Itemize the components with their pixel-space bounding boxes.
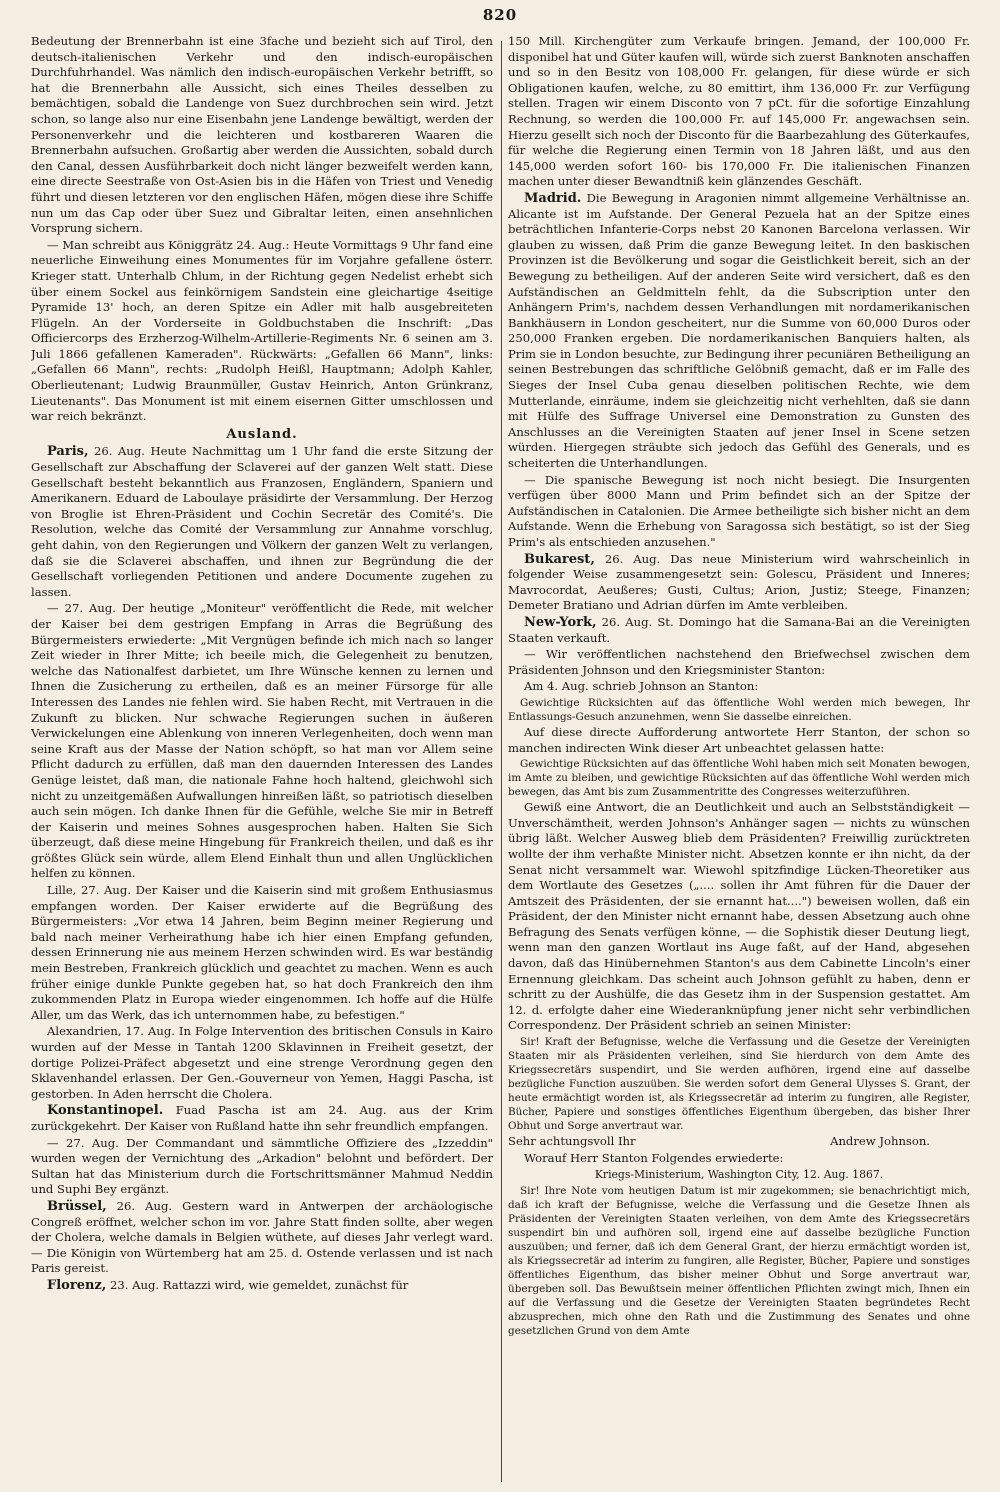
article-florenz-continued: 150 Mill. Kirchengüter zum Verkaufe bringen. Jemand, der 100,000 Fr. disponibel hat und Güter kaufen will, würde sich zuerst Banknoten anschaffen und so in den Besitz von 108,000 Fr. gelangen, für diese würde er sich Obligationen kaufen, welche, zu 80 emittirt, ihm 136,000 Fr. zur Verfügung stellen. Tragen wir einem Disconto von 7 pCt. für die sofortige Einzahlung Rechnung, so werden die 100,000 Fr. auf 145,000 Fr. angewachsen sein. Hierzu gesellt sich noch der Disconto für die Baarbezahlung des Güterkaufes, für welche die Regierung einen Termin von 18 Jahren läßt, und aus den 145,000 werden sofort 160- bis 170,000 Fr. Die italienischen Finanzen machen unter dieser Bewandtniß kein glänzendes Geschäft. [508,34,970,189]
letter-quote-stanton-reply: Sir! Ihre Note vom heutigen Datum ist mir zugekommen; sie benachrichtigt mich, daß ich kraft der Befugnisse, welche die Verfassung und die Gesetze Ihnen als Präsidenten der Vereinigten Staaten verleihen, von dem Amte des Kriegssecretärs suspendirt bin und aufhören soll, irgend eine auf dasselbe bezügliche Function auszuüben; und ferner, daß ich dem General Grant, der hierzu ermächtigt worden ist, als Kriegssecretär ad interim zu fungiren, alle Register, Bücher, Papiere und sonstiges öffentliches Eigenthum, das bisher meiner Obhut und Sorge anvertraut war, übergeben soll. Das Bewußtsein meiner öffentlichen Pflichten zwingt mich, Ihnen ein auf die Verfassung und die Gesetze der Vereinigten Staaten begründetes Recht abzusprechen, mich ohne den Rath und die Zustimmung des Senates und ohne gesetzlichen Grund von dem Amte [508,1184,970,1337]
article-konstantinopel [31,1103,493,1134]
letter-quote-suspension: Sir! Kraft der Befugnisse, welche die Verfassung und die Gesetze der Vereinigten Staaten mir als Präsidenten verleihen, sind Sie hierdurch von dem Amte des Kriegssecretärs suspendirt, und Sie werden aufhören, irgend eine auf dasselbe bezügliche Function auszuüben. Sie werden sofort dem General Ulysses S. Grant, der heute ermächtigt worden ist, als Kriegssecretär ad interim zu fungiren, alle Register, Bücher, Papiere und sonstiges öffentliches Eigenthum übergeben, das bisher Ihrer Obhut und Sorge anvertraut war. [508,1036,970,1133]
article-konstantinopel-izzeddin: — 27. Aug. Der Commandant und sämmtliche Offiziere des „Izzeddin" wurden wegen der Vernichtung des „Arkadion" belohnt und befördert. Der Sultan hat das Ministerium durch die Fortschrittsmänner Mahmud Neddin und Suphi Bey ergänzt. [31,1135,493,1197]
left-column [31,34,493,1486]
article-lille: Lille, 27. Aug. Der Kaiser und die Kaiserin sind mit großem Enthusiasmus empfangen worden. Der Kaiser erwiderte auf die Begrüßung des Bürgermeisters: „Vor etwa 14 Jahren, beim Beginn meiner Regierung und bald nach meiner Verheirathung habe ich hier einen Empfang gefunden, dessen Erinnerung nie aus meinem Herzen schwinden wird. Es war beständig mein Bestreben, Frankreich glücklich und geachtet zu machen. Wenn es auch früher einige dunkle Punkte gegeben hat, so hat doch Frankreich den ihm zukommenden Platz in Europa wieder eingenommen. Ich hoffe auf die Hülfe Aller, um das Werk, das ich unternommen habe, zu befestigen." [31,883,493,1022]
article-text: 26. Aug. Heute Nachmittag um 1 Uhr fand die erste Sitzung der Gesellschaft zur Abschaffung der Sclaverei auf der ganzen Welt statt. Diese Gesellschaft besteht bekanntlich aus Franzosen, Engländern, Spaniern und Amerikanern. Eduard de Laboulaye präsidirte der Versammlung. Der Herzog von Broglie ist Ehren-Präsident und Cochin Secretär des Comité's. Die Resolution, welche das Comité der Versammlung zur Annahme vorschlug, geht dahin, von den Regierungen und Völkern der ganzen Welt zu verlangen, daß sie die Sclaverei abschaffen, und ihnen zur Begründung die der Gesellschaft vorliegenden Petitionen und andere Documente zugehen zu lassen. [31,444,493,599]
letter-dateline: Kriegs-Ministerium, Washington City, 12. Aug. 1867. [594,1168,884,1182]
section-heading-ausland: Ausland. [226,426,298,442]
dateline-place: Konstantinopel. [47,1103,164,1119]
article-bukarest [508,552,970,614]
article-correspondence-line: Am 4. Aug. schrieb Johnson an Stanton: [524,679,759,694]
article-new-york [508,615,970,646]
article-text: 26. Aug. Das neue Ministerium wird wahrscheinlich in folgender Weise zusammengesetzt sein: Golescu, Präsident und Inneres; Mavrocordat, Aeußeres; Gusti, Cultus; Arion, Justiz; Steege, Finanzen; Demeter Bratiano und Adrian dürfen im Amte verbleiben. [508,551,970,613]
dateline-place: Brüssel, [47,1198,107,1214]
dateline-place: Florenz, [47,1277,107,1293]
dateline-place: Bukarest, [524,551,595,567]
article-madrid-insurgents: — Die spanische Bewegung ist noch nicht besiegt. Die Insurgenten verfügen über 8000 Mann und Prim befindet sich an der Spitze der Aufständischen in Catalonien. Die Armee betheiligte sich bisher nicht an dem Aufstande. Wenn die Erhebung von Saragossa sich bestätigt, so ist der Sieg Prim's als entschieden anzusehen." [508,472,970,549]
signature-closing: Sehr achtungsvoll Ihr [508,1134,636,1149]
article-brennerbahn: Bedeutung der Brennerbahn ist eine 3fache und bezieht sich auf Tirol, den deutsch-italienischen Verkehr und den indisch-europäischen Durchfuhrhandel. Was nämlich den indisch-europäischen Verkehr betrifft, so hat die Brennerbahn alle Aussicht, sich eines Theiles desselben zu bemächtigen, sobald die Landenge von Suez durchbrochen sein wird. Jetzt schon, so lange also nur eine Eisenbahn jene Landenge bewältigt, werden der Personenverkehr und die leichteren und kostbareren Waaren die Brennerbahn aufsuchen. Großartig aber werden die Aussichten, sobald durch den Canal, dessen Ausführbarkeit doch nicht länger bezweifelt werden kann, eine directe Seestraße von Ost-Asien bis in die Häfen von Triest und Venedig führt und diesen letzteren vor den englischen Häfen, mögen diese ihre Schiffe nun um das Cap oder über Suez und Gibraltar leiten, einen ansehnlichen Vorsprung sichern. [31,34,493,236]
article-text: 26. Aug. Gestern ward in Antwerpen der archäologische Congreß eröffnet, welcher schon im vor. Jahre Statt finden sollte, aber wegen der Cholera, welche damals in Belgien wüthete, auf dieses Jahr verlegt ward. — Die Königin von Würtemberg hat am 25. d. Ostende verlassen und ist nach Paris gereist. [31,1198,493,1276]
letter-quote-johnson: Gewichtige Rücksichten auf das öffentliche Wohl werden mich bewegen, Ihr Entlassungs-Gesuch anzunehmen, wenn Sie dasselbe einreichen. [508,696,970,723]
dateline-place: New-York, [524,614,597,630]
letter-signature [508,1134,970,1150]
article-correspondence-commentary: Gewiß eine Antwort, die an Deutlichkeit und auch an Selbstständigkeit — Unverschämtheit, werden Johnson's Anhänger sagen — nichts zu wünschen übrig läßt. Welcher Ausweg blieb dem Präsidenten? Freiwillig zurücktreten wollte der ihm verhaßte Minister nicht. Absetzen konnte er ihn nicht, da der Senat nicht versammelt war. Wiewohl spitzfindige Lücken-Theoretiker aus dem Wortlaute des Gesetzes („.... sollen ihr Amt führen für die Dauer der Amtszeit des Präsidenten, der sie ernannt hat....") beweisen wollen, daß ein Präsident, der den Minister nicht ernannt habe, dessen Absetzung auch ohne Befragung des Senats verfügen könne, — die Sophistik dieser Deutung liegt, wenn man den ganzen Wortlaut ins Auge faßt, auf der Hand, abgesehen davon, daß das Hinübernehmen Stanton's aus dem Cabinette Lincoln's einer Ernennung gleichkam. Das scheint auch Johnson gefühlt zu haben, denn er schritt zu der Aushülfe, die das Gesetz ihm in der Suspension gestattet. Am 12. d. erfolgte daher eine Wiederanknüpfung jener nicht sehr verbindlichen Correspondenz. Der Präsident schrieb an seinen Minister: [508,800,970,1033]
article-text: 23. Aug. Rattazzi wird, wie gemeldet, zunächst für [106,1277,409,1292]
column-divider [501,41,502,1482]
article-text: 26. Aug. St. Domingo hat die Samana-Bai an die Vereinigten Staaten verkauft. [508,614,970,645]
letter-quote-stanton: Gewichtige Rücksichten auf das öffentliche Wohl haben mich seit Monaten bewogen, im Amte zu bleiben, und gewichtige Rücksichten auf das öffentliche Wohl werden mich bewegen, das Amt bis zum Zusammentritte des Congresses weiterzuführen. [508,758,970,799]
signature-name: Andrew Johnson. [830,1134,930,1149]
article-koeniggraetz: — Man schreibt aus Königgrätz 24. Aug.: Heute Vormittags 9 Uhr fand eine neuerliche Einweihung eines Monumentes für im Vorjahre gefallene österr. Krieger statt. Unterhalb Chlum, in der Richtung gegen Nedelist erhebt sich über einem Sockel aus feinkörnigem Sandstein eine gleichartige 4seitige Pyramide 13' hoch, an deren Spitze ein Adler mit halb ausgebreiteten Flügeln. An der Vorderseite in Goldbuchstaben die Inschrift: „Das Officiercorps des Erzherzog-Wilhelm-Artillerie-Regiments Nr. 6 seinen am 3. Juli 1866 gefallenen Kameraden". Rückwärts: „Gefallen 66 Mann", links: „Gefallen 66 Mann", rechts: „Rudolph Heißl, Hauptmann; Adolph Kahler, Oberlieutenant; Ludwig Braunmüller, Gustav Heinrich, Anton Grünkranz, Lieutenants". Das Monument ist mit einem eisernen Gitter umschlossen und war reich bekränzt. [31,237,493,424]
article-correspondence-reply-intro: Worauf Herr Stanton Folgendes erwiederte: [524,1150,784,1165]
article-text: Fuad Pascha ist am 24. Aug. aus der Krim zurückgekehrt. Der Kaiser von Rußland hatte ihn sehr freundlich empfangen. [31,1103,493,1133]
article-alexandrien: Alexandrien, 17. Aug. In Folge Intervention des britischen Consuls in Kairo wurden auf der Messe in Tantah 1200 Sklavinnen in Freiheit gesetzt, der dortige Polizei-Präfect abgesetzt und eine strenge Verordnung gegen den Sklavenhandel erlassen. Der Gen.-Gouverneur von Yemen, Haggi Pascha, ist gestorben. In Aden herrscht die Cholera. [31,1024,493,1101]
dateline-place: Madrid. [524,190,582,206]
article-florenz [31,1278,493,1294]
right-column [508,34,970,1486]
article-paris [31,444,493,600]
article-madrid [508,191,970,472]
article-correspondence-intro: — Wir veröffentlichen nachstehend den Briefwechsel zwischen dem Präsidenten Johnson und den Kriegsminister Stanton: [508,647,970,677]
article-bruessel [31,1199,493,1277]
article-paris-moniteur: — 27. Aug. Der heutige „Moniteur" veröffentlicht die Rede, mit welcher der Kaiser bei dem gestrigen Empfang in Arras die Begrüßung des Bürgermeisters erwiederte: „Mit Vergnügen befinde ich mich nach so langer Zeit wieder in Ihrer Mitte; ich beeile mich, die Gelegenheit zu benutzen, welche das Nationalfest darbietet, um Ihre Wünsche kennen zu lernen und Ihnen die Zusicherung zu ertheilen, daß es an meiner Fürsorge für alle Interessen des Landes nie fehlen wird. Sie haben Recht, mit Vertrauen in die Zukunft zu blicken. Nur schwache Regierungen suchen in äußeren Verwickelungen eine Ablenkung von inneren Verlegenheiten, doch wenn man seine Kraft aus der Masse der Nation schöpft, so hat man vor Allem seine Pflicht dadurch zu erfüllen, daß man den dauernden Interessen des Landes Genüge leistet, daß man, die nationale Fahne hoch haltend, gleichwohl sich nicht zu unzeitgemäßen Aufwallungen hinreißen läßt, so patriotisch dieselben auch sein mögen. Ich danke Ihnen für die Gefühle, welche Sie mir in Betreff der Kaiserin und meines Sohnes ausgesprochen haben. Halten Sie Sich überzeugt, daß diese meine Hingebung für Frankreich theilen, und daß es ihr größtes Glück sein würde, allem Elend Einhalt thun und allen Unglücklichen helfen zu können. [31,601,493,881]
article-correspondence-text: Auf diese directe Aufforderung antwortete Herr Stanton, der schon so manchen indirecten Wink dieser Art unbeachtet gelassen hatte: [508,724,970,755]
article-text: Die Bewegung in Aragonien nimmt allgemeine Verhältnisse an. Alicante ist im Aufstande. Der General Pezuela hat an der Spitze eines beträchtlichen Infanterie-Corps nebst 20 Kanonen Barcelona verlassen. Wir glauben zu wissen, daß Prim die ganze Bewegung leitet. In den baskischen Provinzen ist die Bevölkerung und sogar die Geistlichkeit bereit, sich an der Bewegung zu betheiligen. Auf der anderen Seite wird versichert, daß es den Aufständischen an Geldmitteln fehlt, da die Subscription unter den Anhängern Prim's, nachdem dessen Verhandlungen mit nordamerikanischen Bankhäusern in London gescheitert, nur die Summe von 60,000 Duros oder 250,000 Franken ergeben. Die nordamerikanischen Banquiers halten, als Prim sie in London besuchte, zur Bedingung ihrer pecuniären Betheiligung an seinen Bestrebungen das schriftliche Gelöbniß gemacht, daß er im Falle des Sieges der Insel Cuba genau dieselben politischen Rechte, wie dem Mutterlande, einräume, indem sie gleichzeitig nicht verhehlten, daß sie dann mit Hülfe des Suffrage Universel eine Demonstration zu Gunsten des Anschlusses an die Vereinigten Staaten auf jener Insel in Scene setzen würden. Hiergegen sträubte sich jedoch das Gefühl des Generals, und es scheiterten die Unterhandlungen. [508,190,970,471]
dateline-place: Paris, [47,444,89,460]
page-number: 820 [482,6,518,24]
